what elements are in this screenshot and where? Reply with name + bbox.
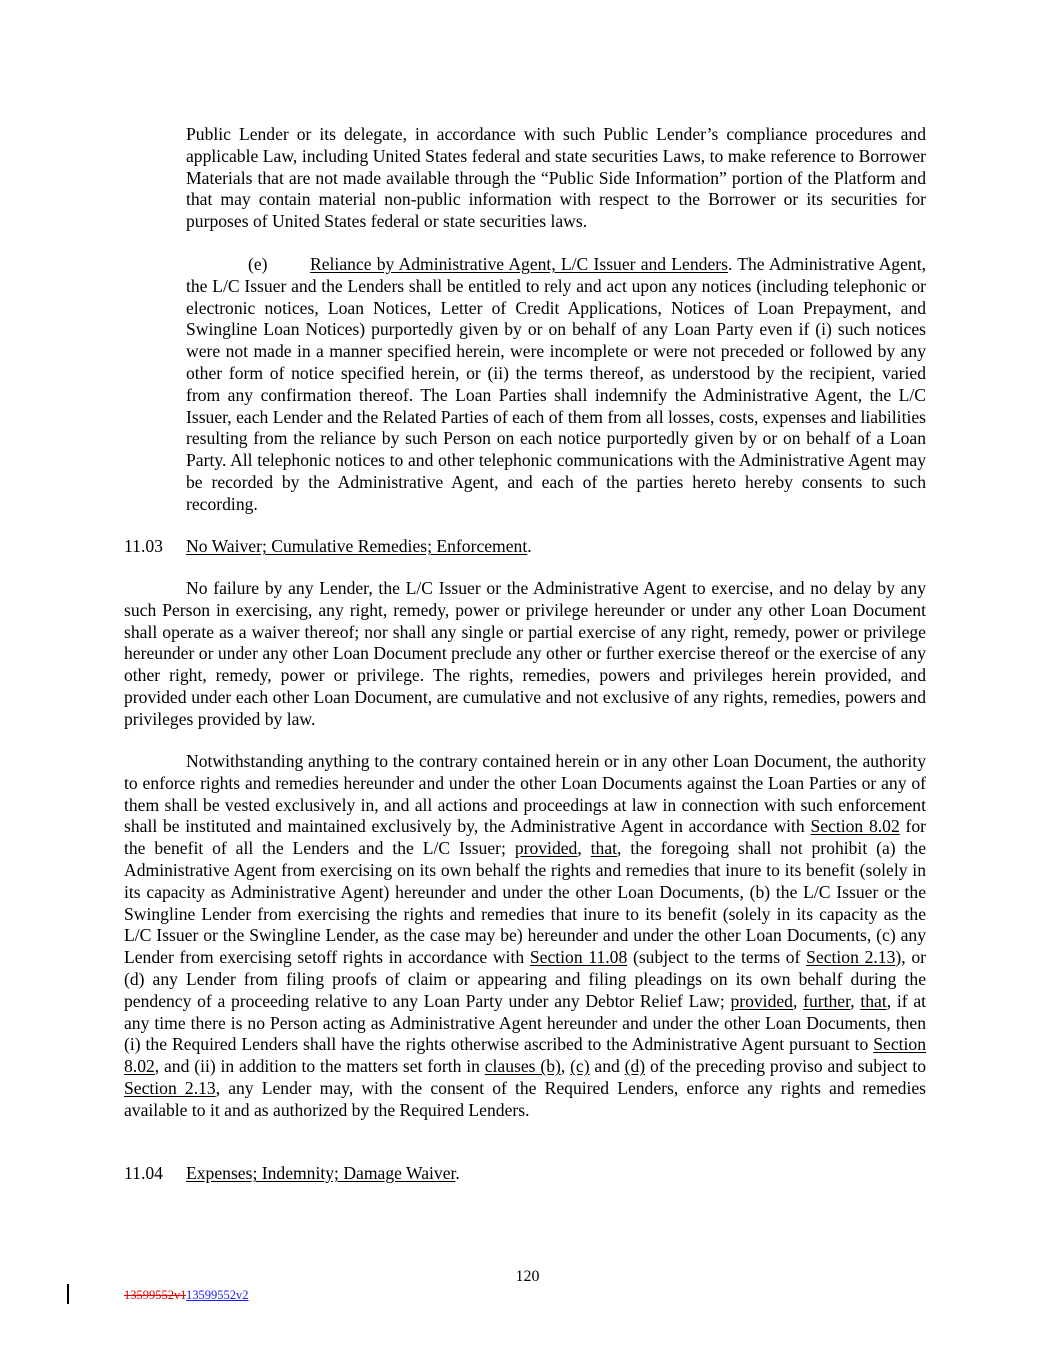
paragraph-e-label: (e)	[248, 254, 268, 274]
page-number: 120	[515, 1268, 540, 1285]
document-id-deleted: 13599552v1	[124, 1288, 187, 1302]
text-run: of the preceding proviso and subject to	[645, 1056, 927, 1077]
clause-reference: (d)	[624, 1056, 646, 1077]
text-run: ,	[850, 990, 861, 1011]
section-reference: Section 11.08	[529, 947, 628, 968]
text-run: , if at any time there is no Person acting as Administrative Agent hereunder and under the other Loan Documents, then (i) the Required Lenders shall have the rights otherwise ascribed to the Administrative Agent pursuant to	[124, 990, 927, 1055]
text-run: , any Lender may, with the consent of the Required Lenders, enforce any rights and remedies available to it and as authorized by the Required Lenders.	[124, 1077, 926, 1120]
section-reference: Section 8.02	[810, 816, 900, 837]
document-id-inserted: 13599552v2	[186, 1288, 249, 1302]
paragraph-e-title-period: .	[727, 254, 733, 274]
text-run: Notwithstanding anything to the contrary contained herein or in any other Loan Document, the authority to enforce rights and remedies hereunder and under the other Loan Documents against the Loan Parties or any of them shall be vested exclusively in, and all actions and proceedings at law in connection with such enforcement shall be instituted and maintained exclusively by, the Administrative Agent in accordance with	[124, 751, 926, 837]
that-term: that	[860, 990, 887, 1011]
clause-reference: (c)	[570, 1056, 590, 1077]
text-run: for the benefit of all the Lenders and the L/C Issuer;	[124, 816, 926, 859]
paragraph-notwithstanding	[124, 751, 926, 1122]
section-title: Expenses; Indemnity; Damage Waiver	[186, 1163, 456, 1183]
section-11-03-heading	[124, 536, 532, 558]
further-term: further	[803, 990, 851, 1011]
section-reference: Section 2.13	[806, 947, 896, 968]
section-reference: Section 8.02	[124, 1034, 926, 1077]
section-title-period: .	[527, 536, 532, 556]
section-title-period: .	[455, 1163, 460, 1183]
paragraph-e-reliance	[186, 254, 926, 516]
text-run: ,	[792, 990, 804, 1011]
that-term: that	[590, 838, 618, 859]
document-id	[124, 1288, 249, 1303]
section-11-04-heading	[124, 1163, 460, 1185]
text-run: ,	[577, 838, 591, 859]
text-run: (subject to the terms of	[627, 947, 807, 968]
text-run: and	[589, 1056, 625, 1077]
clause-reference: clauses (b)	[484, 1056, 561, 1077]
text-run: ,	[560, 1056, 571, 1077]
text-run: ), or (d) any Lender from filing proofs of claim or appearing and filing pleadings on its own behalf during the pendency of a proceeding relative to any Loan Party under any Debtor Relief Law;	[124, 947, 927, 1011]
change-bar	[67, 1284, 69, 1304]
provided-term: provided	[730, 990, 793, 1011]
text-run: , and (ii) in addition to the matters set forth in	[154, 1056, 485, 1077]
text-run: , the foregoing shall not prohibit (a) the Administrative Agent from exercising on its own behalf the rights and remedies that inure to its benefit (solely in its capacity as Administrative Agent) hereunder and under the other Loan Documents, (b) the L/C Issuer or the Swingline Lender from exercising the rights and remedies that inure to its benefit (solely in its capacity as the L/C Issuer or the Swingline Lender, as the case may be) hereunder and under the other Loan Documents, (c) any Lender from exercising setoff rights in accordance with	[124, 838, 927, 968]
provided-term: provided	[514, 838, 578, 859]
paragraph-e-text: The Administrative Agent, the L/C Issuer and the Lenders shall be entitled to rely and act upon any notices (including telephonic or electronic notices, Loan Notices, Letter of Credit Applications, Notices of Loan Prepayment, and Swingline Loan Notices) purportedly given by or on behalf of any Loan Party even if (i) such notices were not made in a manner specified herein, were incomplete or were not preceded or followed by any other form of notice specified herein, or (ii) the terms thereof, as understood by the recipient, varied from any confirmation thereof. The Loan Parties shall indemnify the Administrative Agent, the L/C Issuer, each Lender and the Related Parties of each of them from all losses, costs, expenses and liabilities resulting from the reliance by such Person on each notice purportedly given by or on behalf of a Loan Party. All telephonic notices to and other telephonic communications with the Administrative Agent may be recorded by the Administrative Agent, and each of the parties hereto hereby consents to such recording.	[186, 254, 926, 514]
paragraph-continuation: Public Lender or its delegate, in accordance with such Public Lender’s compliance procedures and applicable Law, including United States federal and state securities Laws, to make reference to Borrower Materials that are not made available through the “Public Side Information” portion of the Platform and that may contain material non-public information with respect to the Borrower or its securities for purposes of United States federal or state securities laws.	[186, 124, 926, 232]
paragraph-no-failure: No failure by any Lender, the L/C Issuer or the Administrative Agent to exercise, and no delay by any such Person in exercising, any right, remedy, power or privilege hereunder or under any other Loan Document shall operate as a waiver thereof; nor shall any single or partial exercise of any right, remedy, power or privilege hereunder or under any other Loan Document preclude any other or further exercise thereof or the exercise of any other right, remedy, power or privilege. The rights, remedies, powers and privileges herein provided, and provided under each other Loan Document, are cumulative and not exclusive of any rights, remedies, powers and privileges provided by law.	[124, 578, 926, 729]
section-title: No Waiver; Cumulative Remedies; Enforcement	[186, 536, 528, 556]
section-number: 11.04	[124, 1163, 163, 1183]
paragraph-e-title: Reliance by Administrative Agent, L/C Issuer and Lenders	[310, 254, 728, 274]
section-reference: Section 2.13	[124, 1077, 216, 1098]
section-number: 11.03	[124, 536, 163, 556]
